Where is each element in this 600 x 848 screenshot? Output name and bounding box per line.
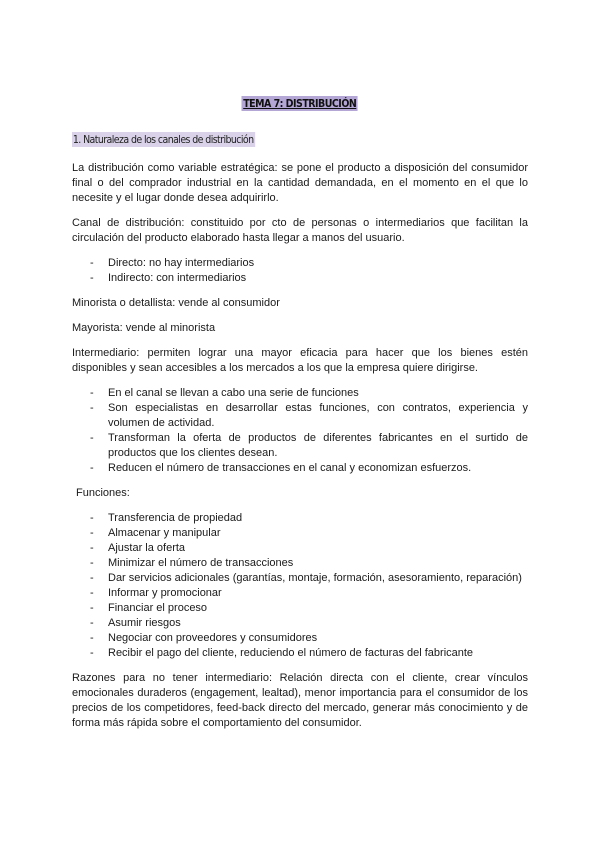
list-item: - Transforman la oferta de productos de diferentes fabricantes en el surtido de productos que los clientes desean. [108,431,528,461]
list-item: - Ajustar la oferta [108,541,528,556]
list-item: - Negociar con proveedores y consumidores [108,631,528,646]
title-wrapper [0,94,600,112]
list-item: - Transferencia de propiedad [108,511,528,526]
list-item: - Minimizar el número de transacciones [108,556,528,571]
list-item: - Recibir el pago del cliente, reduciendo el número de facturas del fabricante [108,646,528,661]
paragraph-canal: Canal de distribución: constituido por cto de personas o intermediarios que facilitan la circulación del producto elaborado hasta llegar a manos del usuario. [72,217,528,244]
canal-list [72,256,528,286]
list-item: - Informar y promocionar [108,586,528,601]
paragraph-minorista: Minorista o detallista: vende al consumidor [72,297,280,309]
funciones-list [72,511,528,661]
section-heading: 1. Naturaleza de los canales de distribución [72,133,254,146]
paragraph-distribucion: La distribución como variable estratégica: se pone el producto a disposición del consumidor final o del comprador industrial en la cantidad demandada, en el momento en el que lo necesite y el lugar donde desea adquirirlo. [72,162,528,204]
paragraph-mayorista: Mayorista: vende al minorista [72,322,216,334]
intermediario-list [72,386,528,476]
list-item: - Financiar el proceso [108,601,528,616]
paragraph-intermediario: Intermediario: permiten lograr una mayor eficacia para hacer que los bienes estén disponibles y sean accesibles a los mercados a los que la empresa quiere dirigirse. [72,347,528,374]
list-item: - Reducen el número de transacciones en el canal y economizan esfuerzos. [108,461,528,476]
list-item: - Indirecto: con intermediarios [108,271,528,286]
list-item: - Directo: no hay intermediarios [108,256,528,271]
paragraph-razones: Razones para no tener intermediario: Relación directa con el cliente, crear vínculos emocionales duraderos (engagement, lealtad), menor importancia para el consumidor de los precios de los competidores, feed-back directo del mercado, generar más conocimiento y de forma más rápida sobre el comportamiento del consumidor. [72,672,528,729]
list-item: - Dar servicios adicionales (garantías, montaje, formación, asesoramiento, reparación) [108,571,528,586]
list-item: - Almacenar y manipular [108,526,528,541]
list-item: - Asumir riesgos [108,616,528,631]
document-body [72,161,528,741]
list-item: - En el canal se llevan a cabo una serie de funciones [108,386,528,401]
list-item: - Son especialistas en desarrollar estas funciones, con contratos, experiencia y volumen de actividad. [108,401,528,431]
paragraph-funciones: Funciones: [76,487,130,499]
page-title: TEMA 7: DISTRIBUCIÓN [243,97,357,110]
